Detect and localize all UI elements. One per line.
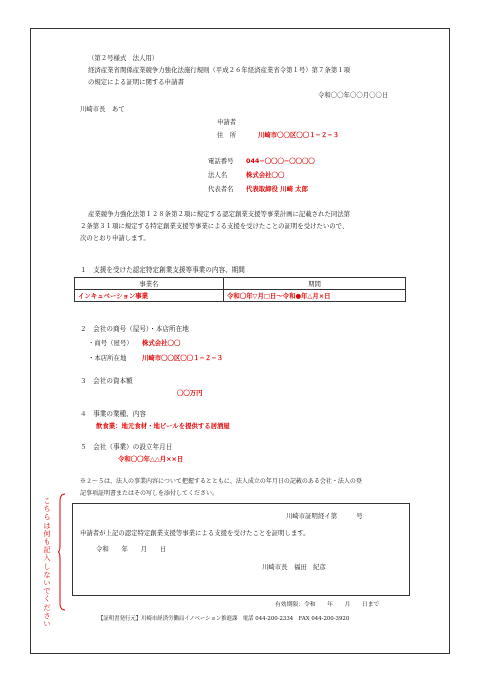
section3-title: ３ 会社の資本額 [80,377,133,385]
project-name-cell: インキュベーション事業 [75,290,224,302]
corporation-value: 株式会社〇〇 [246,171,285,179]
trade-name-value: 株式会社〇〇 [142,339,181,347]
column-period: 期間 [224,278,406,290]
address-value: 川崎市〇〇区〇〇１−２−３ [258,131,340,139]
capital-value: 〇〇万円 [177,389,203,397]
phone-label: 電話番号 [208,157,234,165]
body-line1: 産業競争力強化法第１２８条第２項に規定する認定創業支援等事業計画に記載された同法第 [88,210,351,218]
column-project-name: 事業名 [75,278,224,290]
section1-title: １ 支援を受けた認定特定創業支援等事業の内容、期間 [80,266,245,274]
addressee: 川崎市長 あて [80,105,125,113]
body-line2: ２条第３１項に規定する特定創業支援等事業による支援を受けたことの証明を受けたいので、 [80,222,349,230]
form-number: （第２号様式 法人用） [88,54,159,62]
support-project-table [74,277,406,302]
section5-title: ５ 会社（事業）の設立年月日 [80,443,173,451]
form-title-line2: の規定による証明に関する申請書 [88,78,184,86]
red-brace-icon [58,493,66,611]
corporation-label: 法人名 [208,171,228,179]
phone-value: 044−〇〇〇−〇〇〇〇 [246,157,315,165]
section2-title: ２ 会社の商号（屋号）・本店所在地 [80,325,189,333]
head-office-label: ・本店所在地 [88,354,127,362]
body-line3: 次のとおり申請します。 [80,234,150,242]
validity-period: 有効期限：令和 年 月 日まで [275,602,380,608]
attachment-note-line1: ※２〜５は、法人の事業内容について把握するとともに、法人成立の年月日の記載のある会社・法人の登 [80,478,362,485]
applicant-heading: 申請者 [217,118,237,126]
form-title-line1: 経済産業省関係産業競争力強化法施行規則（平成２６年経済産業省令第１号）第７条第１項 [88,66,351,74]
project-period-cell: 令和〇年▽月□日〜令和●年△月×日 [224,290,406,302]
section4-title: ４ 事業の業種、内容 [80,410,146,418]
trade-name-label: ・商号（屋号） [88,339,133,347]
certificate-statement: 申請者が上記の認定特定創業支援等事業による支援を受けたことを証明します。 [80,529,310,537]
representative-value: 代表取締役 川崎 太郎 [246,185,308,193]
attachment-note-line2: 記事項証明書またはその写しを添付してください。 [80,490,219,497]
business-value: 飲食業：地元食材・地ビールを提供する居酒屋 [96,422,230,430]
certificate-number: 川崎市証明経イ第 号 [286,512,363,520]
issuer-contact: 【証明書発行元】川崎市経済労働局イノベーション推進課 電話 044-200-2334 FAX 044-200-3920 [98,616,350,622]
representative-label: 代表者名 [208,185,234,193]
certificate-date: 令和 年 月 日 [96,545,167,553]
do-not-fill-note: こちらは何も記入しないでください [43,497,51,629]
address-label: 住 所 [217,131,237,139]
certificate-signer: 川崎市長 福田 紀彦 [262,563,326,571]
head-office-value: 川崎市〇〇区〇〇１−２−３ [142,354,224,362]
application-date: 令和〇〇年〇〇月〇〇日 [318,91,389,99]
established-date-value: 令和〇〇年△△月××日 [118,455,184,463]
